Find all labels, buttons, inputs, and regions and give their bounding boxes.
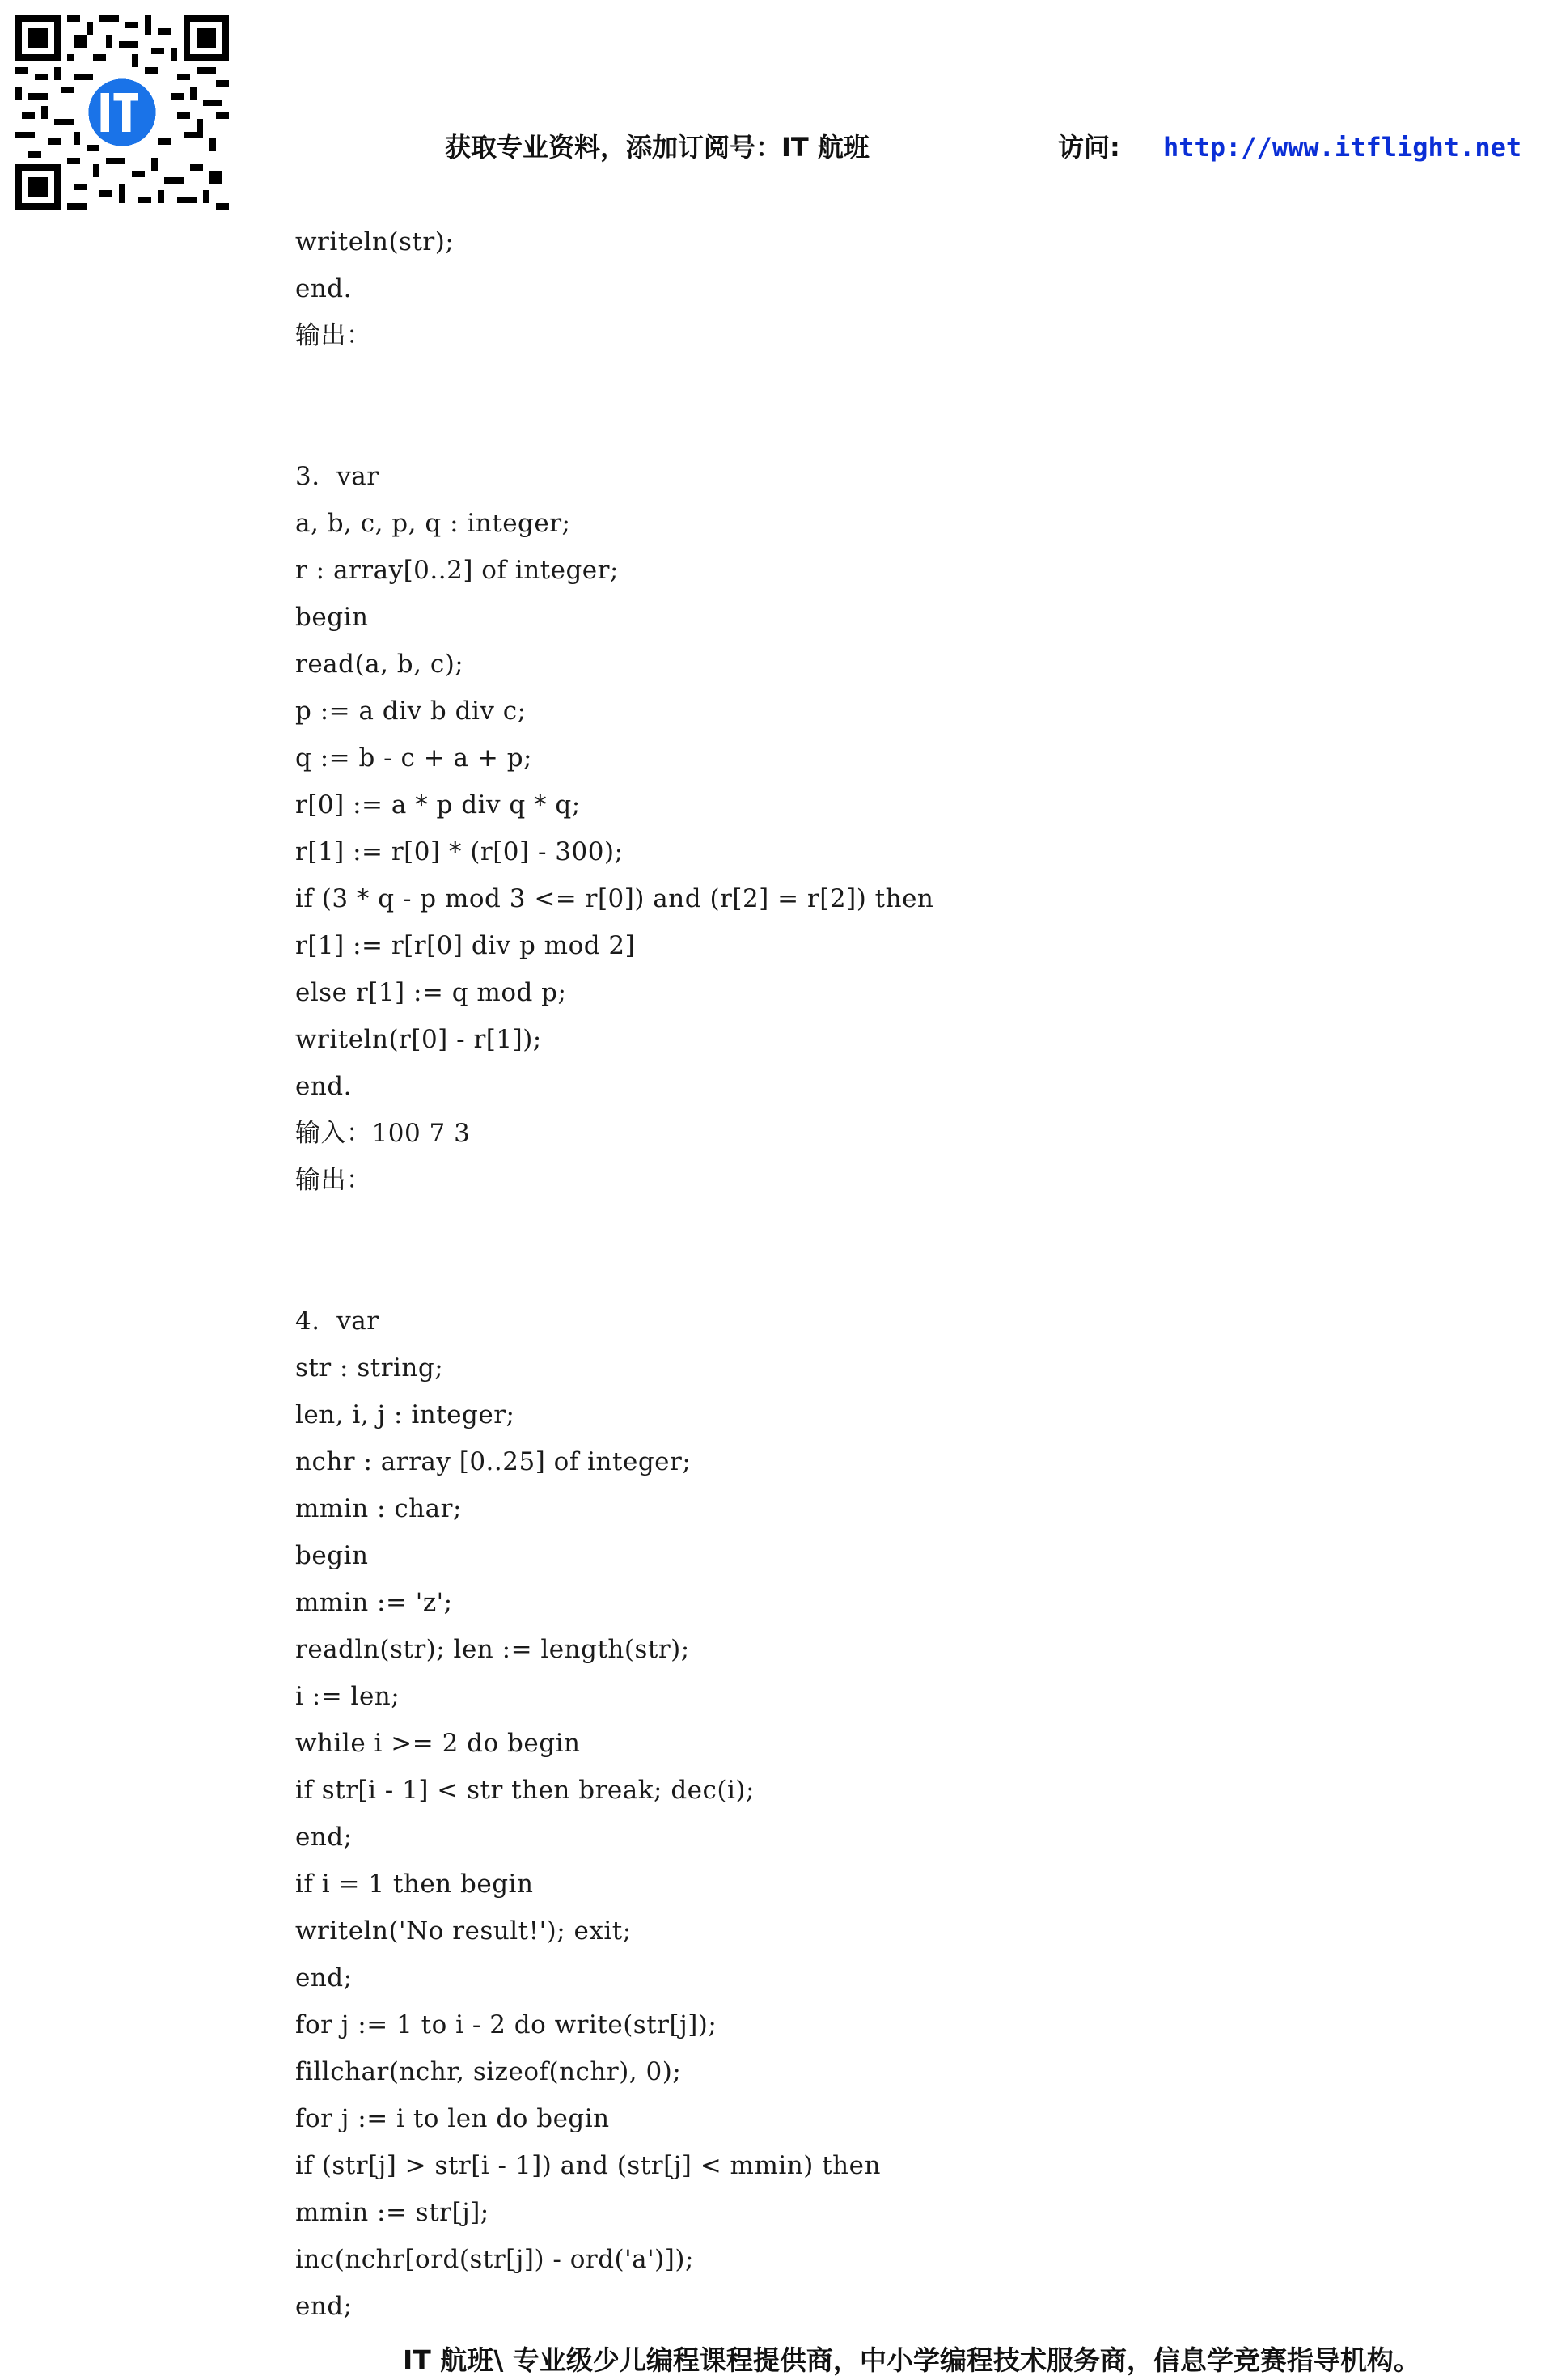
code-line: mmin : char; bbox=[295, 1494, 462, 1523]
code-line: fillchar(nchr, sizeof(nchr), 0); bbox=[295, 2057, 682, 2086]
blank-line bbox=[295, 1204, 1509, 1251]
code-line: r[1] := r[0] * (r[0] - 300); bbox=[295, 837, 624, 866]
code-line: r : array[0..2] of integer; bbox=[295, 556, 619, 585]
code-line: r[1] := r[r[0] div p mod 2] bbox=[295, 931, 636, 960]
code-line: for j := 1 to i - 2 do write(str[j]); bbox=[295, 2010, 717, 2039]
code-listing bbox=[295, 218, 1509, 2330]
output-label: 输出： bbox=[295, 1166, 372, 1195]
qr-code-icon bbox=[15, 15, 229, 210]
code-line: else r[1] := q mod p; bbox=[295, 978, 567, 1007]
code-line: writeln(str); bbox=[295, 227, 455, 256]
code-line: end; bbox=[295, 2292, 353, 2321]
code-line: inc(nchr[ord(str[j]) - ord('a')]); bbox=[295, 2245, 694, 2274]
subscribe-banner-text: 获取专业资料，添加订阅号：IT 航班 bbox=[445, 132, 870, 163]
code-line: end. bbox=[295, 1072, 353, 1101]
code-line: for j := i to len do begin bbox=[295, 2104, 610, 2133]
code-line: a, b, c, p, q : integer; bbox=[295, 509, 571, 538]
blank-line bbox=[295, 359, 1509, 406]
site-url-link[interactable]: http://www.itflight.net bbox=[1163, 132, 1522, 163]
problem-4-heading: 4. var bbox=[295, 1306, 379, 1336]
blank-line bbox=[295, 1251, 1509, 1298]
code-line: mmin := 'z'; bbox=[295, 1588, 453, 1617]
code-line: r[0] := a * p div q * q; bbox=[295, 790, 581, 819]
code-line: read(a, b, c); bbox=[295, 650, 464, 679]
code-line: begin bbox=[295, 1541, 369, 1570]
code-line: end; bbox=[295, 1823, 353, 1852]
code-line: p := a div b div c; bbox=[295, 697, 527, 726]
code-line: len, i, j : integer; bbox=[295, 1400, 515, 1429]
code-line: q := b - c + a + p; bbox=[295, 743, 532, 773]
code-line: if str[i - 1] < str then break; dec(i); bbox=[295, 1776, 755, 1805]
code-line: writeln(r[0] - r[1]); bbox=[295, 1025, 542, 1054]
code-line: nchr : array [0..25] of integer; bbox=[295, 1447, 692, 1476]
code-line: end. bbox=[295, 274, 353, 303]
code-line: begin bbox=[295, 603, 369, 632]
problem-3-heading: 3. var bbox=[295, 462, 379, 491]
code-line: while i >= 2 do begin bbox=[295, 1729, 581, 1758]
code-line: end; bbox=[295, 1963, 353, 1993]
footer-slogan: IT 航班\ 专业级少儿编程课程提供商，中小学编程技术服务商，信息学竞赛指导机构。 bbox=[403, 2344, 1420, 2376]
code-line: if (str[j] > str[i - 1]) and (str[j] < mmin) then bbox=[295, 2151, 881, 2180]
code-line: if (3 * q - p mod 3 <= r[0]) and (r[2] = r[2]) then bbox=[295, 884, 934, 913]
code-line: i := len; bbox=[295, 1682, 400, 1711]
visit-label: 访问: bbox=[1058, 132, 1120, 163]
code-line: if i = 1 then begin bbox=[295, 1870, 534, 1899]
input-label: 输入：100 7 3 bbox=[295, 1119, 471, 1148]
code-line: writeln('No result!'); exit; bbox=[295, 1916, 632, 1946]
code-line: readln(str); len := length(str); bbox=[295, 1635, 690, 1664]
output-label: 输出： bbox=[295, 321, 372, 350]
code-line: str : string; bbox=[295, 1353, 444, 1383]
code-line: mmin := str[j]; bbox=[295, 2198, 489, 2227]
blank-line bbox=[295, 406, 1509, 453]
